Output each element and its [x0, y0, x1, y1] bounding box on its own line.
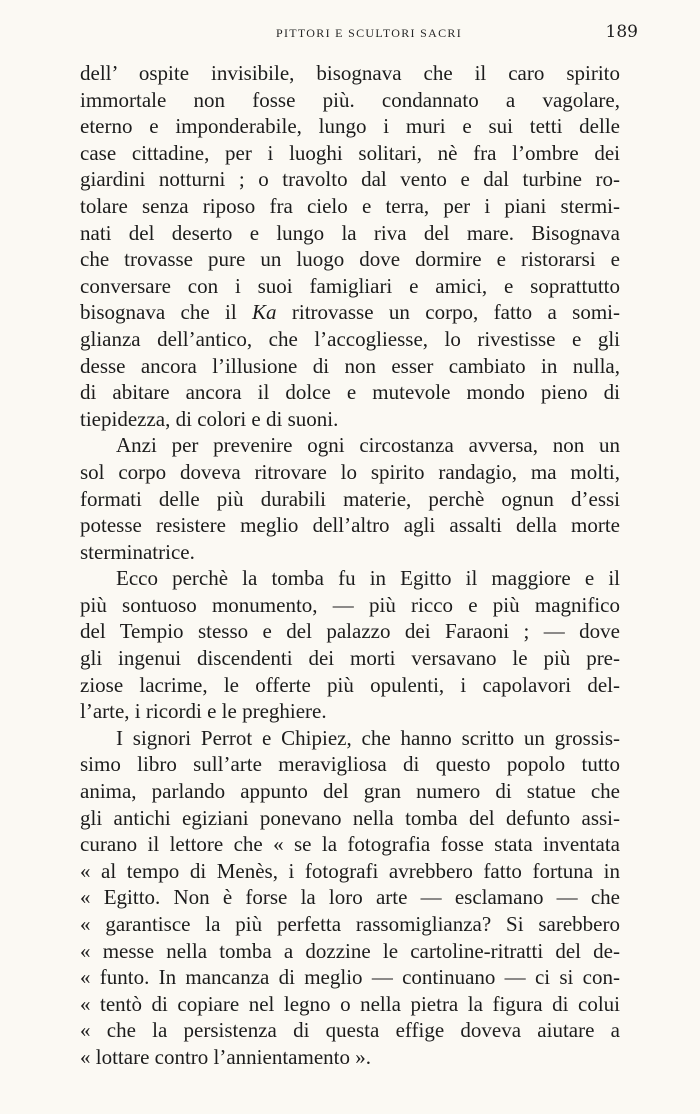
text-line: Ecco perchè la tomba fu in Egitto il maggiore e il	[116, 566, 620, 591]
text-line: l’arte, i ricordi e le preghiere.	[80, 699, 327, 724]
text-line: sol corpo doveva ritrovare lo spirito randagio, ma molti,	[80, 459, 620, 484]
text-line: Anzi per prevenire ogni circostanza avversa, non un	[116, 433, 620, 458]
text-line: formati delle più durabili materie, perchè ognun d’essi	[80, 486, 620, 511]
text-line: anima, parlando appunto del gran numero di statue che	[80, 779, 620, 804]
text-line: « Egitto. Non è forse la loro arte — esclamano — che	[80, 885, 620, 910]
paragraph	[80, 565, 620, 725]
body-text	[80, 60, 620, 1071]
text-line: dell’ ospite invisibile, bisognava che il caro spirito	[80, 61, 620, 85]
text-line: conversare con i suoi famigliari e amici, e soprattutto	[80, 273, 620, 298]
text-line: giardini notturni ; o travolto dal vento e dal turbine ro-	[80, 167, 620, 192]
text-line: nati del deserto e lungo la riva del mare. Bisognava	[80, 220, 620, 245]
running-title: PITTORI E SCULTORI SACRI	[275, 26, 462, 40]
text-line: « che la persistenza di questa effige doveva aiutare a	[80, 1018, 620, 1043]
page-header	[100, 22, 638, 44]
text-line: gli antichi egiziani ponevano nella tomba del defunto assi-	[80, 805, 620, 830]
paragraph	[80, 60, 620, 432]
text-line: desse ancora l’illusione di non esser cambiato in nulla,	[80, 353, 620, 378]
text-line: curano il lettore che « se la fotografia fosse stata inventata	[80, 832, 620, 857]
text-line: gli ingenui discendenti dei morti versavano le più pre-	[80, 646, 620, 671]
text-line: tiepidezza, di colori e di suoni.	[80, 406, 339, 431]
text-line: « tentò di copiare nel legno o nella pietra la figura di colui	[80, 991, 620, 1016]
paragraph	[80, 725, 620, 1071]
text-line: eterno e imponderabile, lungo i muri e sui tetti delle	[80, 114, 620, 139]
text-line: sterminatrice.	[80, 539, 195, 564]
page-number: 189	[605, 22, 638, 42]
text-line: del Tempio stesso e del palazzo dei Faraoni ; — dove	[80, 619, 620, 644]
text-line: bisognava che il Ka ritrovasse un corpo, fatto a somi-	[80, 300, 621, 325]
text-line: più sontuoso monumento, — più ricco e più magnifico	[80, 592, 620, 617]
text-line: che trovasse pure un luogo dove dormire e ristorarsi e	[80, 247, 620, 272]
italic-term: Ka	[252, 300, 277, 325]
text-line: glianza dell’antico, che l’accogliesse, lo rivestisse e gli	[80, 326, 620, 351]
text-line: tolare senza riposo fra cielo e terra, per i piani stermi-	[80, 193, 620, 218]
text-line: I signori Perrot e Chipiez, che hanno scritto un grossis-	[116, 725, 620, 750]
text-line: « al tempo di Menès, i fotografi avrebbero fatto fortuna in	[80, 858, 620, 883]
paragraph	[80, 432, 620, 565]
text-line: immortale non fosse più. condannato a vagolare,	[80, 87, 620, 112]
text-line: « messe nella tomba a dozzine le cartoline-ritratti del de-	[80, 938, 620, 963]
text-line: « lottare contro l’annientamento ».	[80, 1044, 371, 1069]
text-line: « garantisce la più perfetta rassomiglianza? Si sarebbero	[80, 912, 620, 936]
text-line: « funto. In mancanza di meglio — continuano — ci si con-	[80, 965, 620, 990]
text-line: di abitare ancora il dolce e mutevole mondo pieno di	[80, 380, 620, 405]
text-line: ziose lacrime, le offerte più opulenti, i capolavori del-	[80, 672, 620, 697]
text-line: simo libro sull’arte meravigliosa di questo popolo tutto	[80, 752, 620, 777]
text-line: case cittadine, per i luoghi solitari, nè fra l’ombre dei	[80, 140, 620, 165]
text-line: potesse resistere meglio dell’altro agli assalti della morte	[80, 513, 620, 538]
